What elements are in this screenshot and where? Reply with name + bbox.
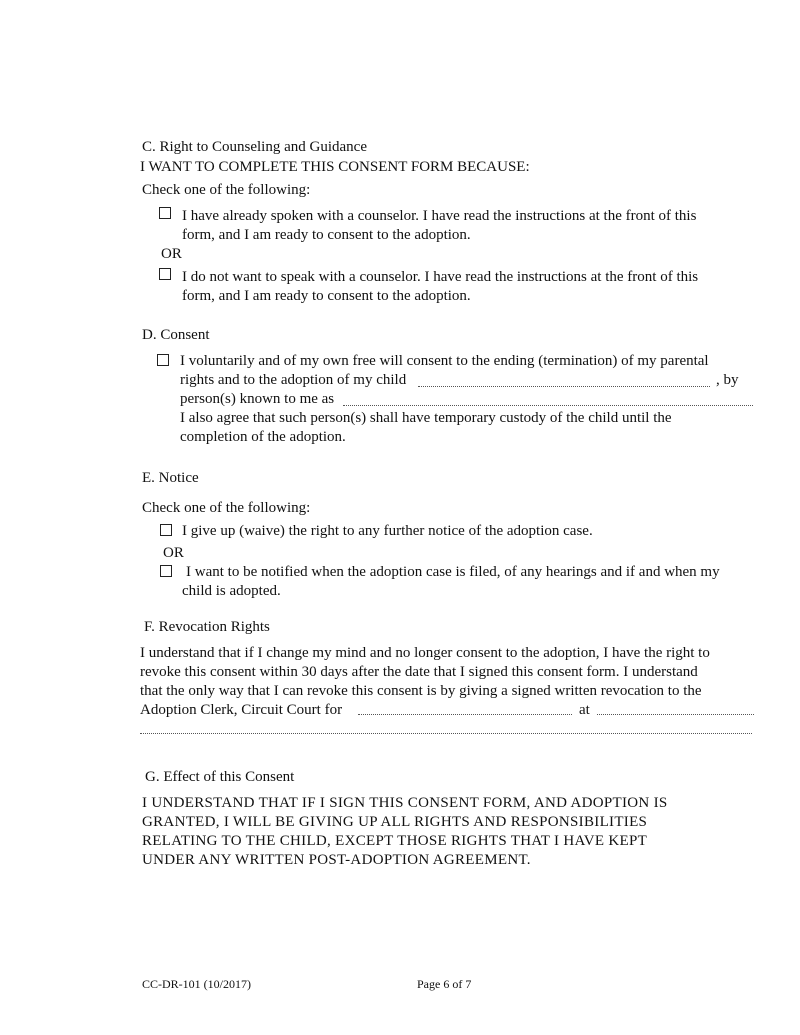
- consent-checkbox[interactable]: [157, 354, 169, 366]
- consent-line1: I voluntarily and of my own free will consent to the ending (termination) of my parental: [180, 353, 709, 369]
- effect-line1: I UNDERSTAND THAT IF I SIGN THIS CONSENT FORM, AND ADOPTION IS: [142, 795, 668, 811]
- or-label: OR: [161, 246, 182, 262]
- no-counseling-option-line2: form, and I am ready to consent to the adoption.: [182, 288, 471, 304]
- no-counseling-option-line1: I do not want to speak with a counselor. I have read the instructions at the front of this: [182, 269, 699, 285]
- consent-line2-suffix: , by: [716, 372, 739, 388]
- known-as-field[interactable]: [343, 405, 753, 406]
- waive-notice-option: I give up (waive) the right to any further notice of the adoption case.: [182, 523, 593, 539]
- child-name-field[interactable]: [418, 386, 710, 387]
- notify-checkbox[interactable]: [160, 565, 172, 577]
- revocation-at-label: at: [579, 702, 590, 718]
- court-location-field[interactable]: [597, 714, 754, 715]
- section-e-instruction: Check one of the following:: [142, 500, 311, 516]
- counseled-option-line1: I have already spoken with a counselor. I have read the instructions at the front of this: [182, 208, 697, 224]
- counseled-checkbox[interactable]: [159, 207, 171, 219]
- section-c-subheading: I WANT TO COMPLETE THIS CONSENT FORM BECAUSE:: [140, 159, 530, 175]
- effect-line2: GRANTED, I WILL BE GIVING UP ALL RIGHTS AND RESPONSIBILITIES: [142, 814, 648, 830]
- section-e-heading: E. Notice: [142, 470, 199, 486]
- counseled-option-line2: form, and I am ready to consent to the adoption.: [182, 227, 471, 243]
- consent-line4: I also agree that such person(s) shall have temporary custody of the child until the: [180, 410, 672, 426]
- section-f-heading: F. Revocation Rights: [144, 619, 270, 635]
- no-counseling-checkbox[interactable]: [159, 268, 171, 280]
- effect-line4: UNDER ANY WRITTEN POST-ADOPTION AGREEMENT.: [142, 852, 531, 868]
- section-c-heading: C. Right to Counseling and Guidance: [142, 139, 367, 155]
- page-number: Page 6 of 7: [417, 977, 472, 991]
- revocation-line4-prefix: Adoption Clerk, Circuit Court for: [140, 702, 343, 718]
- effect-line3: RELATING TO THE CHILD, EXCEPT THOSE RIGHTS THAT I HAVE KEPT: [142, 833, 648, 849]
- waive-notice-checkbox[interactable]: [160, 524, 172, 536]
- notify-option-line1: I want to be notified when the adoption case is filed, of any hearings and if and when my: [186, 564, 720, 580]
- section-g-heading: G. Effect of this Consent: [145, 769, 295, 785]
- form-id: CC-DR-101 (10/2017): [142, 977, 251, 991]
- notify-option-line2: child is adopted.: [182, 583, 281, 599]
- court-location-continuation-field[interactable]: [140, 733, 752, 734]
- revocation-line2: revoke this consent within 30 days after the date that I signed this consent form. I understand: [140, 664, 698, 680]
- circuit-court-field[interactable]: [358, 714, 572, 715]
- section-c-instruction: Check one of the following:: [142, 182, 311, 198]
- revocation-line1: I understand that if I change my mind and no longer consent to the adoption, I have the right to: [140, 645, 710, 661]
- consent-line2-prefix: rights and to the adoption of my child: [180, 372, 407, 388]
- or-label: OR: [163, 545, 184, 561]
- consent-line3: person(s) known to me as: [180, 391, 335, 407]
- section-d-heading: D. Consent: [142, 327, 210, 343]
- consent-line5: completion of the adoption.: [180, 429, 346, 445]
- revocation-line3: that the only way that I can revoke this consent is by giving a signed written revocation to the: [140, 683, 702, 699]
